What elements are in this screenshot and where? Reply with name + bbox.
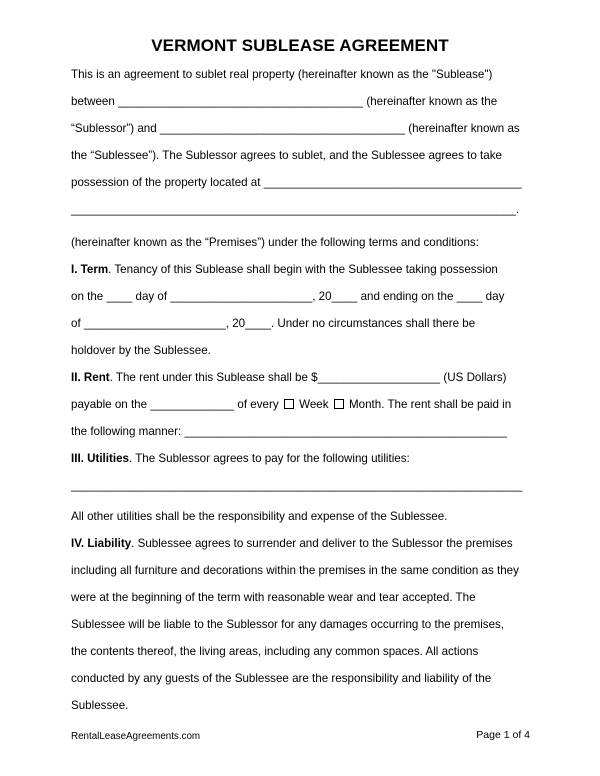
intro-line-7: (hereinafter known as the “Premises”) under the following terms and conditions: [71,236,479,249]
property-address-blank[interactable]: ________________________________________ [263,176,522,189]
start-year-blank[interactable]: ____ [331,290,358,303]
intro-line-5: possession of the property located at ________________________________________ [71,176,522,189]
rent-line-1: II. Rent. The rent under this Sublease shall be $___________________ (US Dollars) [71,371,507,384]
liability-heading: IV. Liability [71,537,132,550]
liability-line-7: Sublessee. [71,699,129,712]
start-month-blank[interactable]: ______________________ [170,290,313,303]
liability-line-3: were at the beginning of the term with reasonable wear and tear accepted. The [71,591,476,604]
footer-site: RentalLeaseAgreements.com [71,731,201,742]
term-heading: I. Term [71,263,109,276]
sublessor-name-blank[interactable]: ______________________________________ [118,95,364,108]
liability-line-1: IV. Liability. Sublessee agrees to surrender and deliver to the Sublessor the premises [71,537,513,550]
rent-line-3: the following manner: __________________________________________________ [71,425,507,438]
term-line-4: holdover by the Sublessee. [71,344,211,357]
intro-line-1: This is an agreement to sublet real property (hereinafter known as the "Sublease") [71,68,493,81]
liability-line-5: the contents thereof, the living areas, including any common spaces. All actions [71,645,479,658]
rent-due-day-blank[interactable]: _____________ [150,398,235,411]
utilities-line-1: III. Utilities. The Sublessor agrees to pay for the following utilities: [71,452,410,465]
liability-line-6: conducted by any guests of the Sublessee are the responsibility and liability of the [71,672,492,685]
rent-amount-blank[interactable]: ___________________ [317,371,441,384]
month-checkbox[interactable] [334,399,344,409]
document-title: VERMONT SUBLEASE AGREEMENT [151,36,449,55]
term-line-1: I. Term. Tenancy of this Sublease shall begin with the Sublessee taking possession [71,263,498,276]
sublessee-name-blank[interactable]: ______________________________________ [159,122,405,135]
term-line-2: on the ____ day of ______________________, 20____ and ending on the ____ day [71,290,505,303]
utilities-line-3: All other utilities shall be the responsibility and expense of the Sublessee. [71,510,448,523]
footer-page-number: Page 1 of 4 [476,729,530,741]
intro-line-6: _____________________________________________________________________. [71,203,520,216]
end-day-blank[interactable]: ____ [456,290,483,303]
end-year-blank[interactable]: ____ [245,317,271,330]
start-day-blank[interactable]: ____ [106,290,133,303]
liability-line-4: Sublessee will be liable to the Sublessor for any damages occurring to the premises, [71,618,505,631]
end-month-blank[interactable]: ______________________ [83,317,226,330]
intro-line-2: between ______________________________________ (hereinafter known as the [71,95,498,108]
utilities-blank[interactable]: ______________________________________________________________________ [71,479,523,492]
utilities-line-2 [71,479,522,493]
property-address-blank-2[interactable]: _____________________________________________________________________ [71,203,516,216]
utilities-heading: III. Utilities [71,452,129,465]
week-checkbox[interactable] [284,399,294,409]
term-line-3: of ______________________, 20____. Under no circumstances shall there be [71,317,476,330]
payment-manner-blank[interactable]: __________________________________________________ [184,425,507,438]
liability-line-2: including all furniture and decorations within the premises in the same condition as they [71,564,519,577]
intro-line-3: “Sublessor”) and ______________________________________ (hereinafter known as [71,122,520,135]
rent-heading: II. Rent [71,371,110,384]
rent-line-2: payable on the _____________ of every Week Month. The rent shall be paid in [71,398,512,411]
intro-line-4: the “Sublessee”). The Sublessor agrees to sublet, and the Sublessee agrees to take [71,149,502,162]
